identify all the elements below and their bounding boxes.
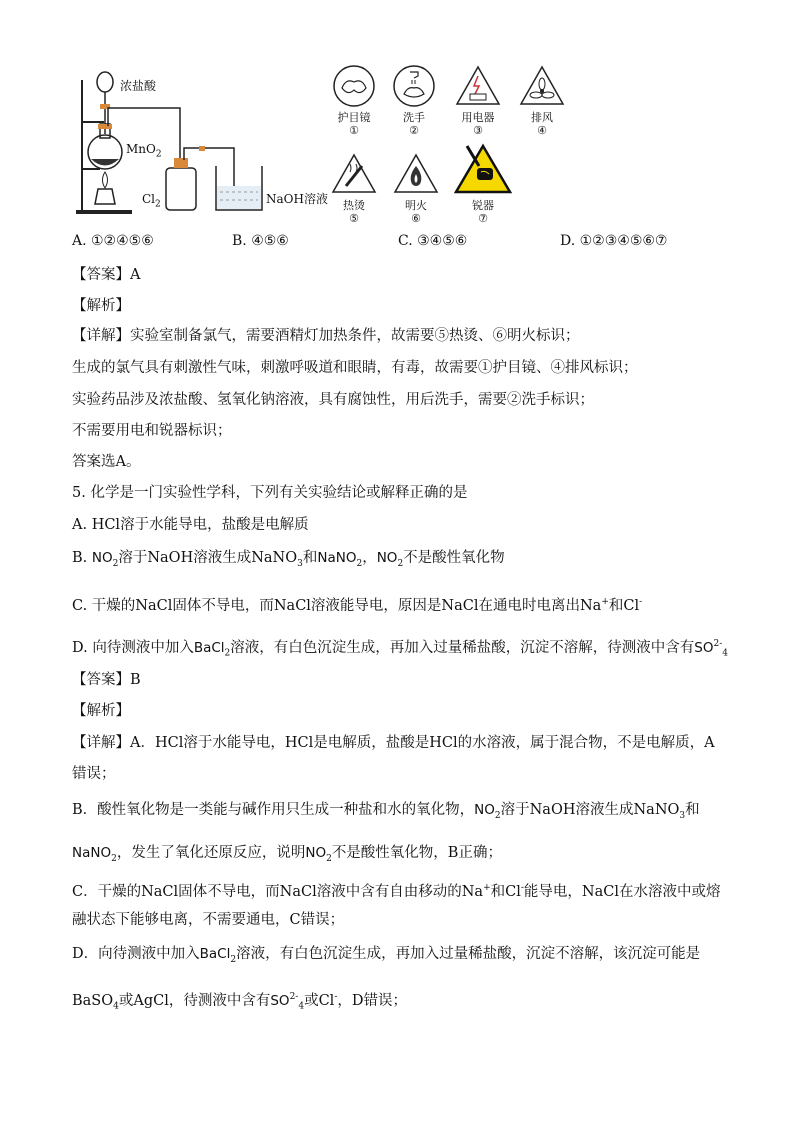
electric-icon (454, 64, 502, 108)
subscript: 2 (397, 558, 404, 569)
q5-explain-d-2 (72, 987, 407, 1017)
label-mno2-sub: 2 (155, 149, 162, 160)
formula: NaNO (317, 550, 357, 566)
subscript: 2 (356, 558, 363, 569)
q4-detail-1: 【详解】实验室制备氯气，需要酒精灯加热条件，故需要⑤热烫、⑥明火标识； (72, 328, 580, 344)
label-naoh-solution: NaOH溶液 (266, 192, 328, 206)
formula: SO (694, 639, 714, 656)
question-figure (70, 64, 720, 224)
q4-options (72, 233, 712, 255)
sign-number: ⑥ (411, 212, 421, 225)
q5-option-c (72, 592, 642, 616)
q4-option-b[interactable]: B. ④⑤⑥ (232, 233, 289, 249)
q4-analysis-heading: 【解析】 (72, 298, 130, 314)
superscript: - (334, 992, 338, 1002)
text: 和Cl (608, 597, 640, 614)
text: 能导电，NaCl在水溶液中或熔 (523, 883, 721, 900)
sign-caption: 明火 (405, 199, 427, 212)
subscript: 2 (112, 558, 119, 569)
sign-ventilation (516, 64, 568, 137)
q5-explain-d-1 (72, 944, 700, 970)
superscript: + (483, 883, 491, 893)
subscript: 3 (679, 810, 686, 821)
superscript: 2- (289, 992, 299, 1002)
sign-caption: 排风 (531, 111, 553, 124)
subscript: 4 (113, 1001, 119, 1012)
text: 不是酸性氧化物 (403, 550, 505, 566)
formula: NO (305, 845, 327, 861)
sign-sharp-objects (452, 140, 514, 225)
q5-analysis-heading: 【解析】 (72, 703, 130, 719)
formula: NO (474, 802, 495, 818)
text: ，发生了氧化还原反应，说明 (116, 845, 306, 861)
q4-option-d[interactable]: D. ①②③④⑤⑥⑦ (560, 233, 668, 249)
label-cl2 (142, 192, 161, 209)
text: ， (362, 550, 377, 566)
formula: BaCl (199, 946, 231, 962)
subscript: 2 (326, 853, 332, 864)
sign-number: ③ (473, 124, 483, 137)
text: D．向待测液中加入 (72, 946, 200, 962)
subscript: 2 (111, 853, 117, 864)
sign-number: ① (349, 124, 359, 137)
q5-explain-b-2 (72, 843, 502, 869)
text: 溶液，有白色沉淀生成，再加入过量稀盐酸，沉淀不溶解，该沉淀可能是 (236, 946, 701, 962)
q4-detail-4: 不需要用电和锐器标识； (72, 423, 232, 439)
text: ，D错误； (337, 992, 407, 1009)
text: 溶于NaOH溶液生成NaNO (118, 550, 298, 566)
sign-number: ④ (537, 124, 547, 137)
label-cl2-text: Cl (142, 192, 156, 206)
superscript: 2- (713, 639, 723, 649)
sharp-icon (453, 140, 513, 196)
hot-icon (330, 152, 378, 196)
text: 溶液，有白色沉淀生成，再加入过量稀盐酸，沉淀不溶解，待测液中含有 (230, 639, 695, 656)
text: 或AgCl，待测液中含有 (118, 992, 271, 1009)
q4-answer: 【答案】A (72, 267, 141, 283)
text: 溶于NaOH溶液生成NaNO (500, 802, 680, 818)
sign-wash-hands (390, 64, 438, 137)
q5-option-d (72, 634, 728, 664)
sign-goggles (330, 64, 378, 137)
text: B．酸性氧化物是一类能与碱作用只生成一种盐和水的氧化物， (72, 802, 475, 818)
text: 或Cl (304, 992, 335, 1009)
text: D. 向待测液中加入 (72, 639, 194, 656)
text: 和 (685, 802, 700, 818)
formula: NO (91, 550, 113, 566)
q5-explain-c-1 (72, 878, 720, 902)
sign-electric (452, 64, 504, 137)
sign-caption: 用电器 (461, 111, 495, 124)
q5-stem: 5. 化学是一门实验性学科，下列有关实验结论或解释正确的是 (72, 485, 468, 501)
superscript: - (639, 597, 643, 607)
q5-option-a: A. HCl溶于水能导电，盐酸是电解质 (72, 517, 309, 533)
q5-explain-c-2: 融状态下能够电离，不需要通电，C错误； (72, 912, 345, 928)
q4-detail-5: 答案选A。 (72, 454, 141, 470)
text: B. (72, 550, 92, 566)
text: C. 干燥的NaCl固体不导电，而NaCl溶液能导电，原因是NaCl在通电时电离出Na (72, 597, 602, 614)
subscript: 4 (298, 1001, 305, 1012)
wash-hands-icon (392, 64, 436, 108)
sign-open-flame (390, 152, 442, 225)
flame-icon (392, 152, 440, 196)
subscript: 3 (297, 558, 303, 569)
text: 和 (302, 550, 318, 566)
q5-explain-b-1 (72, 800, 700, 826)
label-cl2-sub: 2 (155, 199, 161, 210)
formula: SO (270, 992, 290, 1009)
fan-icon (518, 64, 566, 108)
sign-caption: 护目镜 (337, 111, 371, 124)
subscript: 2 (230, 954, 237, 965)
q5-option-b (72, 548, 505, 574)
subscript: 2 (494, 810, 501, 821)
goggles-icon (332, 64, 376, 108)
sign-caption: 洗手 (403, 111, 425, 124)
sign-number: ② (409, 124, 419, 137)
subscript: 2 (224, 648, 231, 659)
text: C．干燥的NaCl固体不导电，而NaCl溶液中含有自由移动的Na (72, 883, 484, 900)
subscript: 4 (722, 648, 728, 659)
superscript: - (520, 883, 524, 893)
q4-option-a[interactable]: A. ①②④⑤⑥ (72, 233, 154, 249)
label-concentrated-hcl: 浓盐酸 (120, 79, 157, 93)
q5-explain-a-2: 错误； (72, 766, 116, 782)
q4-detail-3: 实验药品涉及浓盐酸、氢氧化钠溶液，具有腐蚀性，用后洗手，需要②洗手标识； (72, 392, 594, 408)
formula: NaNO (72, 845, 112, 861)
sign-caption: 热烫 (343, 199, 365, 212)
formula: BaSO (72, 992, 114, 1009)
q5-answer: 【答案】B (72, 672, 141, 688)
q4-detail-2: 生成的氯气具有刺激性气味，刺激呼吸道和眼睛，有毒，故需要①护目镜、④排风标识； (72, 360, 638, 376)
sign-number: ⑤ (349, 212, 359, 225)
sign-hot (328, 152, 380, 225)
formula: NO (376, 550, 398, 566)
sign-number: ⑦ (478, 212, 488, 225)
label-mno2 (126, 142, 162, 159)
sign-caption: 锐器 (472, 199, 494, 212)
superscript: + (601, 597, 609, 607)
text: 不是酸性氧化物，B正确； (331, 845, 502, 861)
formula: BaCl (193, 639, 225, 656)
q5-explain-a-1: 【详解】A．HCl溶于水能导电，HCl是电解质，盐酸是HCl的水溶液，属于混合物，不是电解质，A (72, 735, 715, 751)
text: 和Cl (490, 883, 521, 900)
q4-option-c[interactable]: C. ③④⑤⑥ (398, 233, 468, 249)
label-mno2-text: MnO (126, 142, 156, 156)
